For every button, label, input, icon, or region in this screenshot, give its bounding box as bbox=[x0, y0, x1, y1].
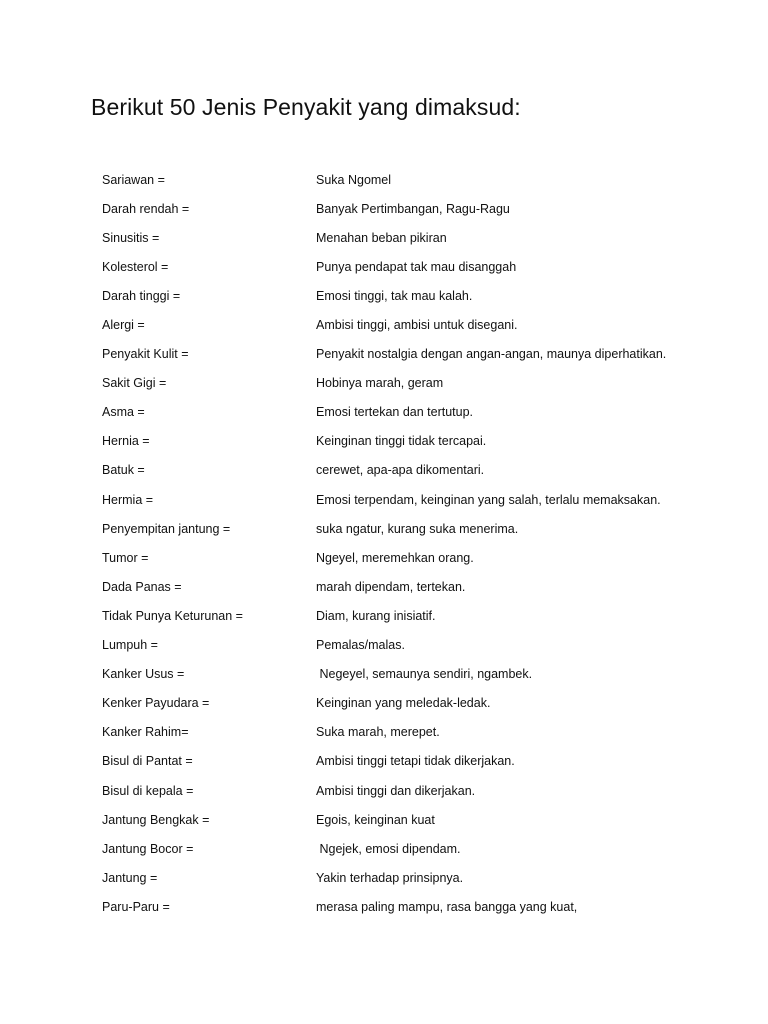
disease-meaning: Yakin terhadap prinsipnya. bbox=[316, 870, 464, 885]
disease-meaning: suka ngatur, kurang suka menerima. bbox=[316, 521, 519, 536]
list-item bbox=[102, 863, 742, 892]
disease-name: Darah rendah = bbox=[102, 201, 190, 216]
disease-meaning: Negeyel, semaunya sendiri, ngambek. bbox=[316, 667, 533, 682]
disease-meaning: Suka Ngomel bbox=[316, 172, 392, 187]
list-item bbox=[102, 456, 742, 485]
disease-meaning: Ngeyel, meremehkan orang. bbox=[316, 550, 474, 565]
disease-name: Lumpuh = bbox=[102, 638, 158, 653]
list-item bbox=[102, 892, 742, 921]
disease-name: Jantung Bocor = bbox=[102, 841, 194, 856]
list-item bbox=[102, 805, 742, 834]
disease-name: Penyempitan jantung = bbox=[102, 521, 231, 536]
disease-meaning: merasa paling mampu, rasa bangga yang kuat, bbox=[316, 899, 578, 914]
disease-list bbox=[102, 165, 742, 921]
disease-meaning: Emosi tinggi, tak mau kalah. bbox=[316, 288, 473, 303]
disease-name: Bisul di kepala = bbox=[102, 783, 194, 798]
disease-meaning: Punya pendapat tak mau disanggah bbox=[316, 259, 517, 274]
list-item bbox=[102, 660, 742, 689]
disease-name: Kanker Usus = bbox=[102, 667, 185, 682]
disease-name: Dada Panas = bbox=[102, 579, 182, 594]
disease-name: Tidak Punya Keturunan = bbox=[102, 608, 243, 623]
list-item bbox=[102, 165, 742, 194]
disease-name: Darah tinggi = bbox=[102, 288, 181, 303]
disease-name: Sinusitis = bbox=[102, 230, 160, 245]
disease-name: Batuk = bbox=[102, 463, 145, 478]
list-item bbox=[102, 310, 742, 339]
list-item bbox=[102, 340, 742, 369]
disease-name: Bisul di Pantat = bbox=[102, 754, 193, 769]
list-item bbox=[102, 631, 742, 660]
disease-name: Sakit Gigi = bbox=[102, 376, 167, 391]
list-item bbox=[102, 572, 742, 601]
disease-meaning: Keinginan tinggi tidak tercapai. bbox=[316, 434, 487, 449]
disease-name: Kolesterol = bbox=[102, 259, 169, 274]
disease-meaning: Ambisi tinggi tetapi tidak dikerjakan. bbox=[316, 754, 515, 769]
disease-name: Asma = bbox=[102, 405, 145, 420]
disease-meaning: Menahan beban pikiran bbox=[316, 230, 447, 245]
list-item bbox=[102, 514, 742, 543]
disease-meaning: Suka marah, merepet. bbox=[316, 725, 440, 740]
list-item bbox=[102, 747, 742, 776]
list-item bbox=[102, 369, 742, 398]
list-item bbox=[102, 718, 742, 747]
list-item bbox=[102, 689, 742, 718]
disease-meaning: Keinginan yang meledak-ledak. bbox=[316, 696, 491, 711]
list-item bbox=[102, 427, 742, 456]
disease-meaning: Emosi tertekan dan tertutup. bbox=[316, 405, 474, 420]
disease-name: Hernia = bbox=[102, 434, 150, 449]
disease-meaning: Hobinya marah, geram bbox=[316, 376, 444, 391]
disease-meaning: Penyakit nostalgia dengan angan-angan, maunya diperhatikan. bbox=[316, 347, 667, 362]
document-title: Berikut 50 Jenis Penyakit yang dimaksud: bbox=[91, 94, 521, 120]
list-item bbox=[102, 601, 742, 630]
disease-name: Tumor = bbox=[102, 550, 149, 565]
disease-name: Penyakit Kulit = bbox=[102, 347, 189, 362]
disease-meaning: Diam, kurang inisiatif. bbox=[316, 608, 436, 623]
list-item bbox=[102, 281, 742, 310]
list-item bbox=[102, 834, 742, 863]
disease-name: Jantung = bbox=[102, 870, 158, 885]
list-item bbox=[102, 252, 742, 281]
disease-meaning: Emosi terpendam, keinginan yang salah, terlalu memaksakan. bbox=[316, 492, 661, 507]
list-item bbox=[102, 223, 742, 252]
disease-meaning: Ngejek, emosi dipendam. bbox=[316, 841, 461, 856]
disease-meaning: cerewet, apa-apa dikomentari. bbox=[316, 463, 485, 478]
disease-name: Jantung Bengkak = bbox=[102, 812, 210, 827]
disease-name: Hermia = bbox=[102, 492, 154, 507]
disease-name: Paru-Paru = bbox=[102, 899, 170, 914]
disease-meaning: marah dipendam, tertekan. bbox=[316, 579, 466, 594]
list-item bbox=[102, 485, 742, 514]
disease-meaning: Ambisi tinggi, ambisi untuk disegani. bbox=[316, 318, 518, 333]
disease-name: Alergi = bbox=[102, 318, 145, 333]
disease-name: Kenker Payudara = bbox=[102, 696, 210, 711]
list-item bbox=[102, 194, 742, 223]
disease-meaning: Egois, keinginan kuat bbox=[316, 812, 435, 827]
disease-name: Kanker Rahim= bbox=[102, 725, 189, 740]
disease-meaning: Banyak Pertimbangan, Ragu-Ragu bbox=[316, 201, 510, 216]
disease-meaning: Ambisi tinggi dan dikerjakan. bbox=[316, 783, 476, 798]
list-item bbox=[102, 776, 742, 805]
list-item bbox=[102, 543, 742, 572]
disease-meaning: Pemalas/malas. bbox=[316, 638, 405, 653]
list-item bbox=[102, 398, 742, 427]
disease-name: Sariawan = bbox=[102, 172, 165, 187]
